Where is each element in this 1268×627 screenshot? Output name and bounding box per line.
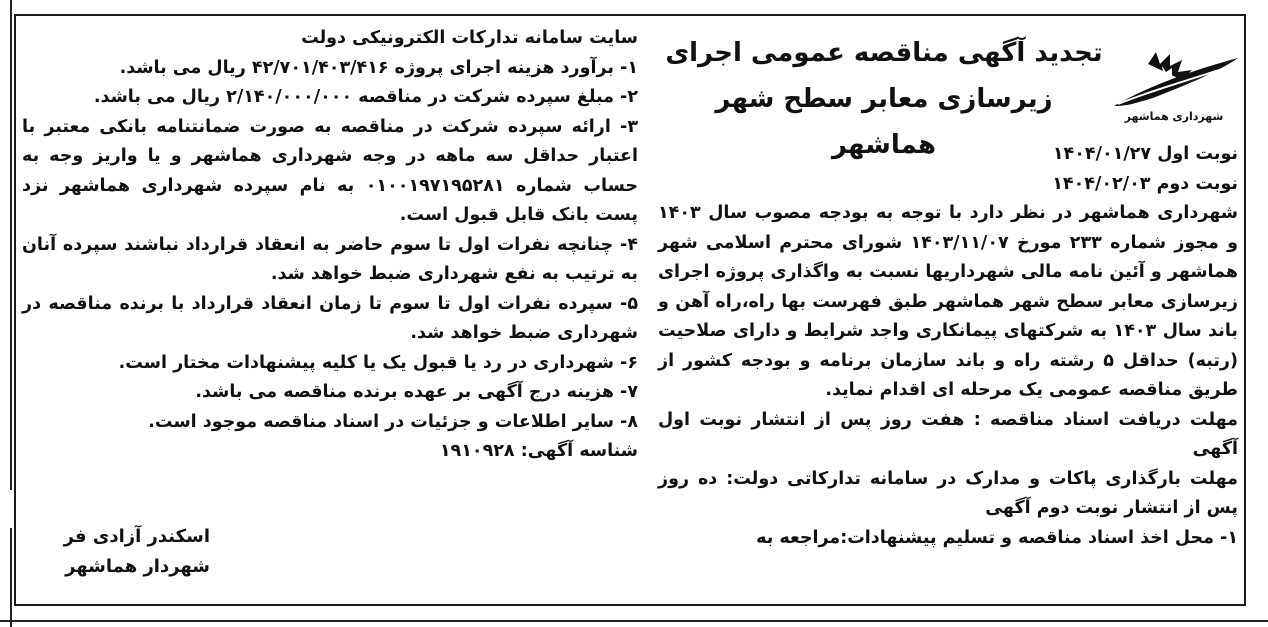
left-column (22, 24, 638, 467)
municipality-logo (1108, 52, 1240, 128)
tender-description: شهرداری هماشهر در نظر دارد با توجه به بودجه مصوب سال ۱۴۰۳ و مجوز شماره ۲۳۳ مورخ ۱۴۰۳/۱۱/۰۷ شورای محترم اسلامی شهر هماشهر و آئین نامه مالی شهرداریها نسبت به واگذاری پروژه اجرای زیرسازی معابر سطح شهر هماشهر طبق فهرست بها راه،راه آهن و باند سال ۱۴۰۳ به شرکتهای پیمانکاری واجد شرایط و دارای صلاحیت (رتبه) حداقل ۵ رشته راه و باند سازمان برنامه و بودجه کشور از طریق مناقصه عمومی یک مرحله ای اقدام نماید. (658, 203, 1238, 400)
logo-caption: شهرداری هماشهر (1124, 110, 1224, 123)
edge-divider-top (0, 0, 12, 490)
upload-deadline: مهلت بارگذاری پاکات و مدارک در سامانه تدارکاتی دولت: ده روز پس از انتشار نوبت دوم آگهی (658, 468, 1238, 518)
document-deadline: مهلت دریافت اسناد مناقصه : هفت روز پس از انتشار نوبت اول آگهی (658, 409, 1238, 459)
item-6-deposit-hold: ۵- سپرده نفرات اول تا سوم تا زمان انعقاد قرارداد با برنده مناقصه در شهرداری ضبط خواهد شد. (22, 293, 638, 343)
item-2-estimate: ۱- برآورد هزینه اجرای پروژه ۴۲/۷۰۱/۴۰۳/۴۱۶ ریال می باشد. (119, 57, 638, 78)
item-4-guarantee: ۳- ارائه سپرده شرکت در مناقصه به صورت ضمانتنامه بانکی معتبر با اعتبار حداقل سه ماهه در وجه شهرداری هماشهر و یا واریز وجه به حساب شماره ۰۱۰۰۱۹۷۱۹۵۲۸۱ به نام سپرده شهرداری هماشهر نزد پست بانک قابل قبول است. (22, 116, 638, 225)
edge-divider-bottom (0, 528, 12, 627)
item-5-forfeit: ۴- چنانچه نفرات اول تا سوم حاضر به انعقاد قرارداد نباشند سپرده آنان به ترتیب به نفع شهرداری ضبط خواهد شد. (22, 234, 638, 284)
right-column (658, 140, 1238, 553)
first-publication-date: نوبت اول ۱۴۰۴/۰۱/۲۷ (1052, 144, 1238, 164)
item-3-deposit: ۲- مبلغ سپرده شرکت در مناقصه ۲/۱۴۰/۰۰۰/۰۰۰ ریال می باشد. (93, 87, 638, 107)
logo-emblem-icon (1108, 52, 1240, 112)
second-publication-date: نوبت دوم ۱۴۰۴/۰۲/۰۳ (1052, 173, 1238, 194)
title-line-2: زیرسازی معابر سطح شهر هماشهر (715, 84, 1053, 160)
bottom-rule (0, 620, 1268, 622)
title-line-1: تجدید آگهی مناقصه عمومی اجرای (665, 38, 1103, 68)
item-9-more-info: ۸- سایر اطلاعات و جزئیات در اسناد مناقصه موجود است. (148, 411, 638, 432)
item-7-rights: ۶- شهرداری در رد یا قبول یک یا کلیه پیشنهادات مختار است. (118, 352, 638, 373)
item-8-ad-cost: ۷- هزینه درج آگهی بر عهده برنده مناقصه می باشد. (195, 382, 638, 402)
item-1-continuation: سایت سامانه تدارکات الکترونیکی دولت (301, 28, 638, 48)
signatory-role: شهردار هماشهر (65, 556, 210, 577)
signatory-name: اسکندر آزادی فر (63, 526, 210, 547)
signature-block (30, 522, 210, 582)
ad-identifier: شناسه آگهی: ۱۹۱۰۹۲۸ (439, 441, 638, 461)
item-1-location: ۱- محل اخذ اسناد مناقصه و تسلیم پیشنهادات:مراجعه به (756, 527, 1238, 548)
